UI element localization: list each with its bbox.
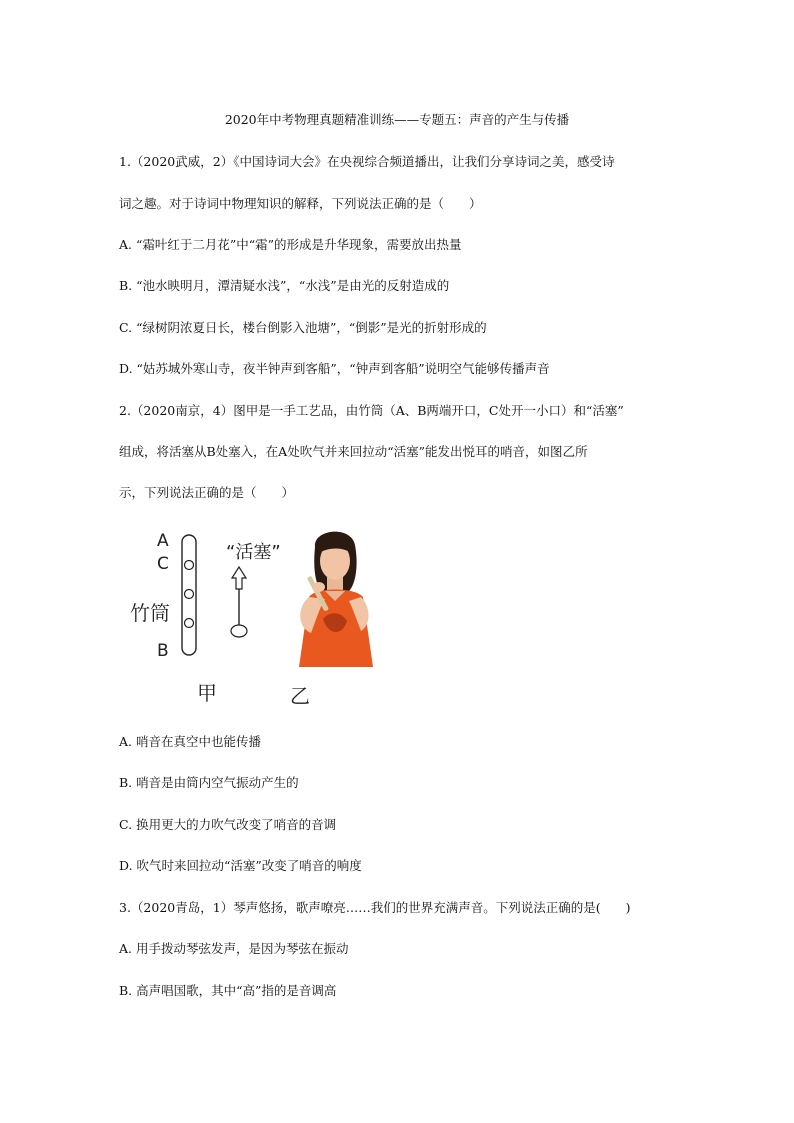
q2-stem-line2: 组成，将活塞从B处塞入，在A处吹气并来回拉动“活塞”能发出悦耳的哨音，如图乙所 [119, 444, 588, 459]
figure-caption-jia: 甲 [197, 681, 217, 705]
q2-option-a: A. 哨音在真空中也能传播 [119, 734, 261, 749]
q1-option-a: A. “霜叶红于二月花”中“霜”的形成是升华现象，需要放出热量 [119, 237, 462, 252]
q3-stem-line1: 3.（2020青岛，1）琴声悠扬，歌声嘹亮……我们的世界充满声音。下列说法正确的是( ) [119, 900, 631, 915]
page-title: 2020年中考物理真题精准训练——专题五：声音的产生与传播 [224, 112, 570, 127]
figure-label-piston: “活塞” [226, 542, 281, 563]
q1-option-d: D. “姑苏城外寒山寺，夜半钟声到客船”，“钟声到客船”说明空气能够传播声音 [119, 361, 550, 376]
figure-label-c: C [157, 554, 169, 574]
q2-option-c: C. 换用更大的力吹气改变了哨音的音调 [119, 817, 337, 832]
tube-hole [185, 561, 194, 570]
piston-head [231, 625, 247, 637]
q1-option-b: B. “池水映明月，潭清疑水浅”，“水浅”是由光的反射造成的 [119, 278, 450, 293]
q1-option-c: C. “绿树阴浓夏日长，楼台倒影入池塘”，“倒影”是光的折射形成的 [119, 320, 487, 335]
figure-label-tube: 竹筒 [130, 601, 170, 625]
q3-option-a: A. 用手拨动琴弦发声，是因为琴弦在振动 [119, 941, 349, 956]
figure-caption-yi: 乙 [290, 684, 310, 708]
figure-label-b: B [157, 641, 169, 661]
person-playing-photo [285, 527, 385, 667]
q1-stem-line1: 1.（2020武威，2）《中国诗词大会》在央视综合频道播出，让我们分享诗词之美，感受诗 [119, 154, 615, 169]
q2-option-d: D. 吹气时来回拉动“活塞”改变了哨音的响度 [119, 858, 362, 873]
q2-option-b: B. 哨音是由筒内空气振动产生的 [119, 775, 299, 790]
q2-stem-line3: 示，下列说法正确的是（ ） [119, 485, 295, 500]
q3-option-b: B. 高声唱国歌，其中“高”指的是音调高 [119, 983, 337, 998]
q2-figure [125, 525, 425, 710]
q1-stem-line2: 词之趣。对于诗词中物理知识的解释，下列说法正确的是（ ） [119, 196, 482, 211]
up-arrow-icon [232, 567, 246, 589]
tube-hole [185, 619, 194, 628]
tube-hole [185, 590, 194, 599]
q2-stem-line1: 2.（2020南京，4）图甲是一手工艺品，由竹筒（A、B两端开口，C处开一小口）和“活塞” [119, 403, 624, 418]
figure-label-a: A [157, 531, 169, 551]
